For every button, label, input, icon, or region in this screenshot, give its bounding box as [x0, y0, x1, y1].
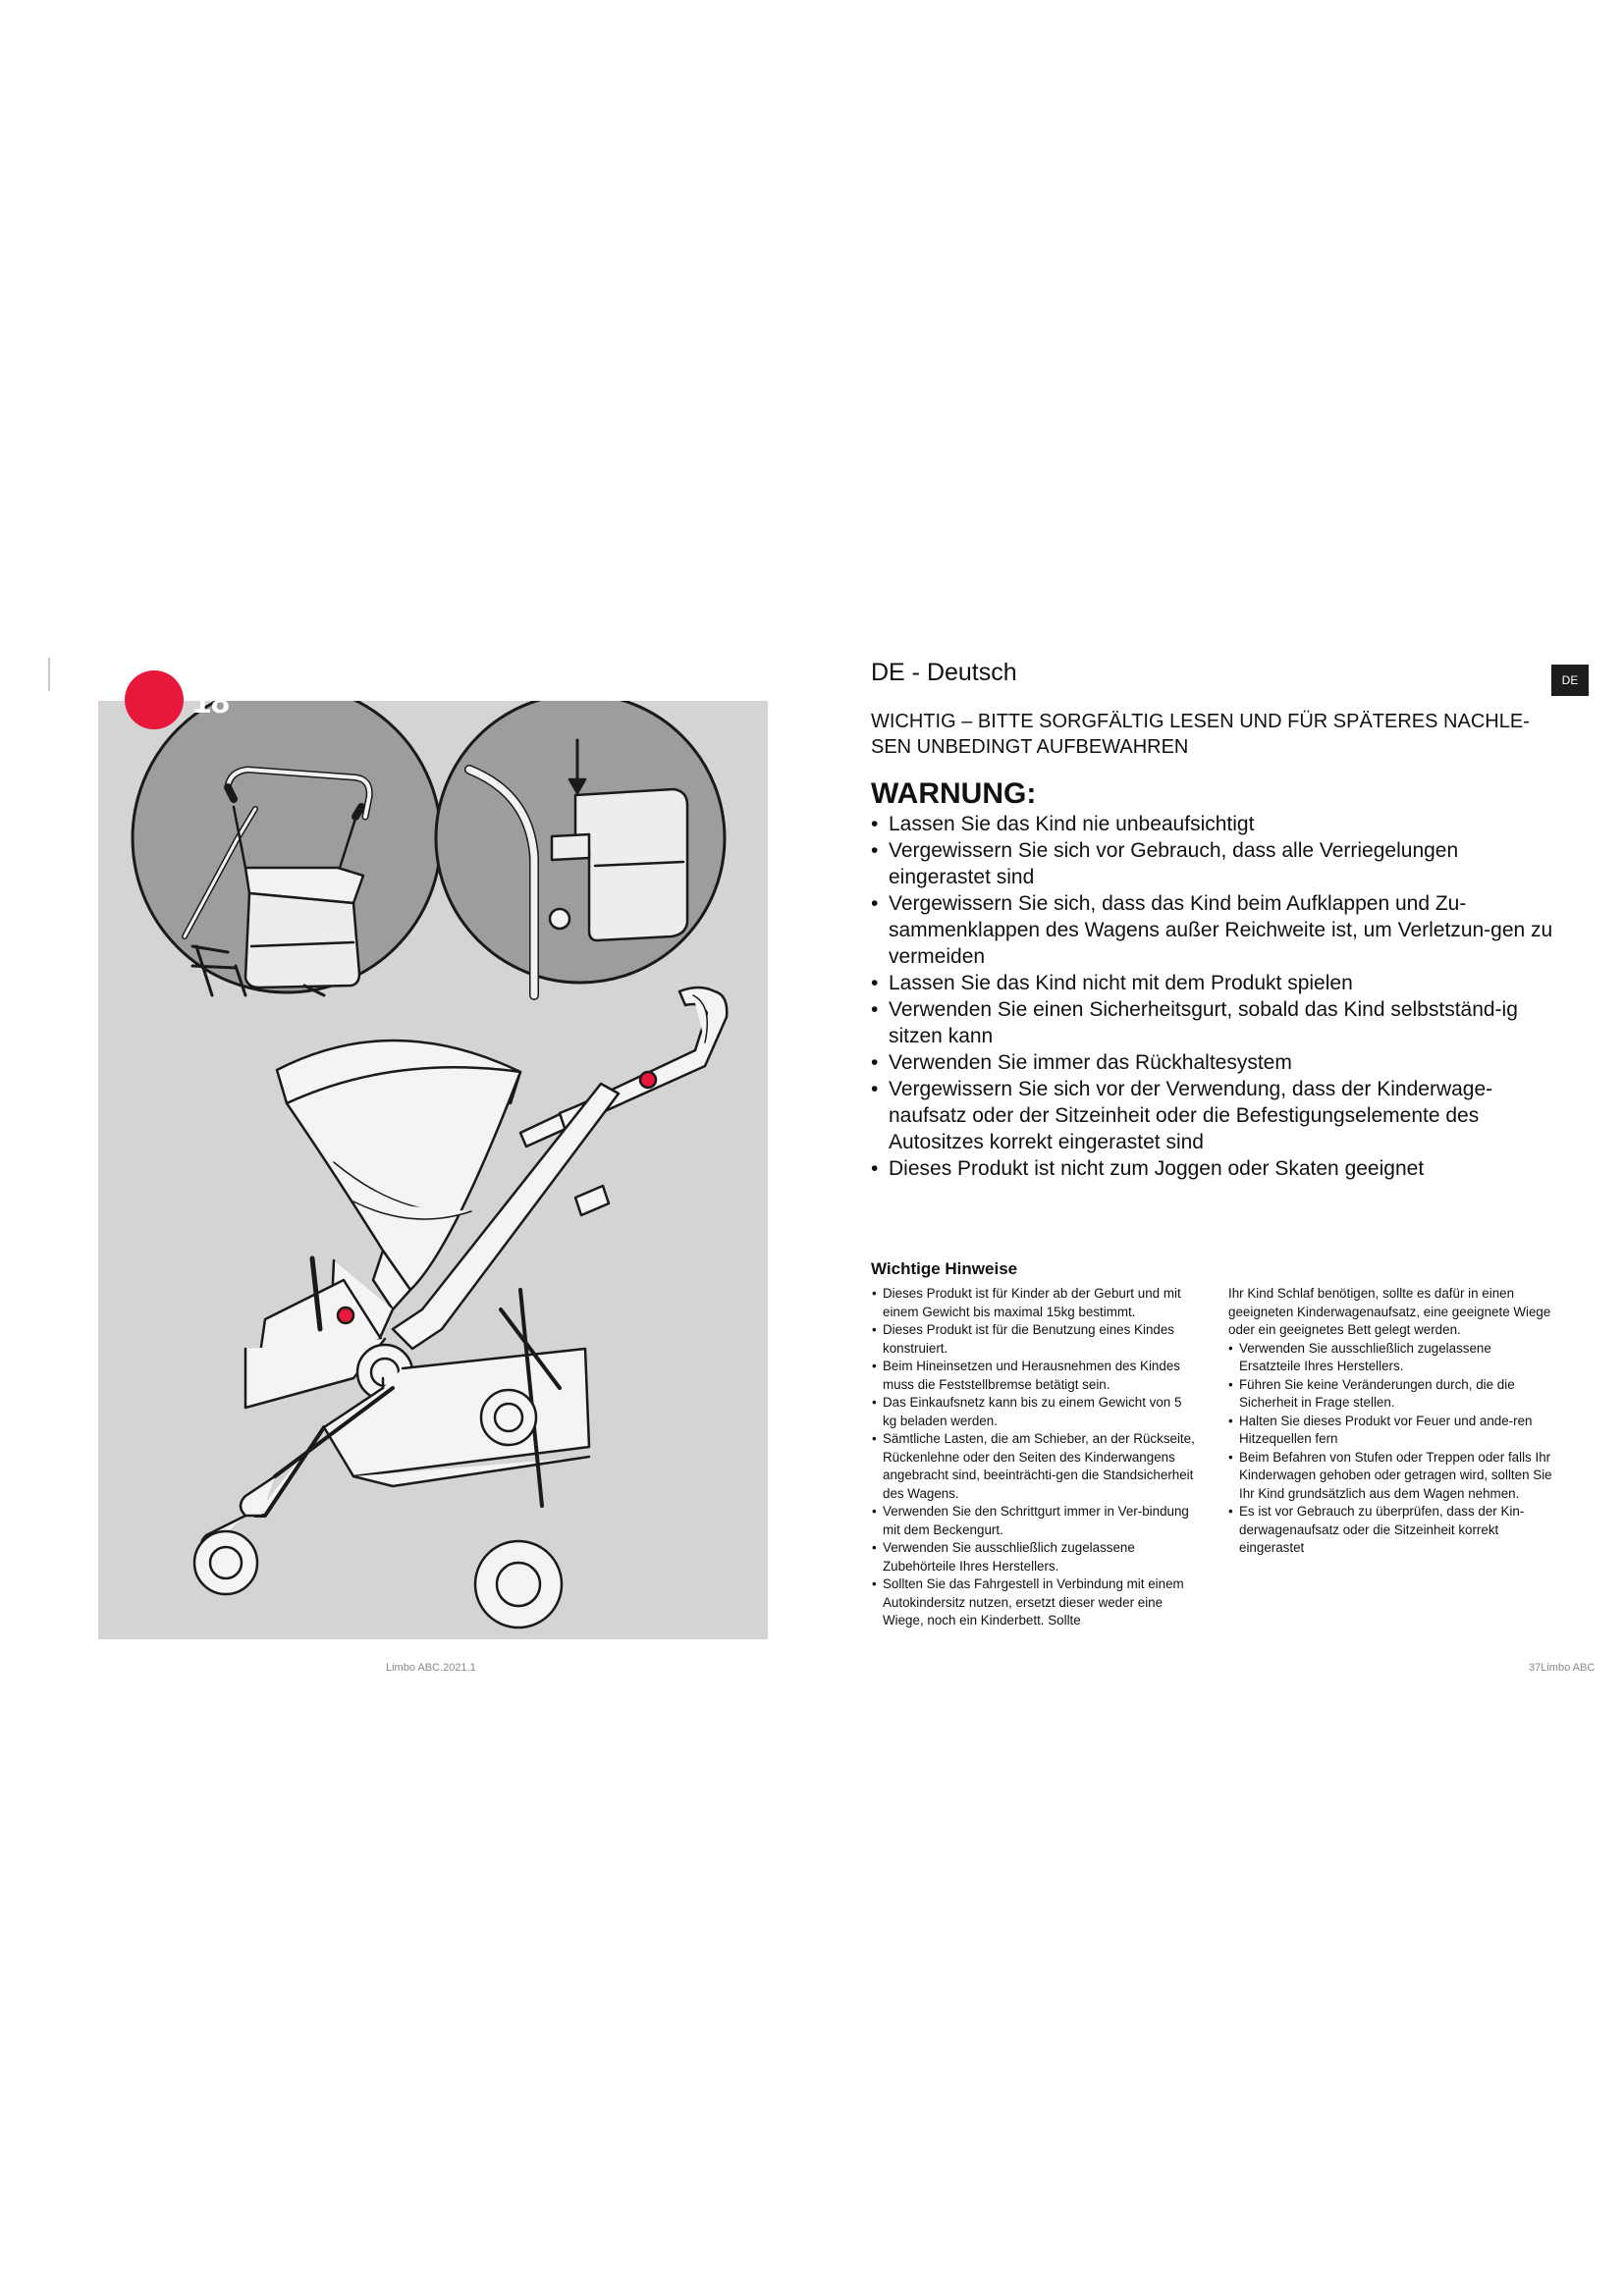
note-continuation: Ihr Kind Schlaf benötigen, sollte es dafür in einen geeigneten Kinderwagenaufsatz, eine geeignete Wiege oder ein geeignetes Bett gelegt werden.: [1228, 1286, 1551, 1337]
warning-item: • Vergewissern Sie sich vor der Verwendung, dass der Kinderwage-naufsatz oder der Sitzeinheit oder die Befestigungselemente des Autositzes korrekt eingerastet sind: [871, 1076, 1563, 1155]
footer-left: Limbo ABC.2021.1: [386, 1662, 476, 1674]
warning-heading: WARNUNG:: [871, 777, 1037, 810]
note-item: • Sämtliche Lasten, die am Schieber, an der Rückseite, Rückenlehne oder den Seiten des Kinderwangens angebracht sind, beeinträchti-gen die Standsicherheit des Wagens.: [872, 1430, 1196, 1503]
stroller-drawing: [194, 988, 727, 1628]
note-item: • Verwenden Sie ausschließlich zugelassene Ersatzteile Ihres Herstellers.: [1228, 1340, 1552, 1376]
detail-circle-clip: [436, 701, 725, 995]
warning-item: • Vergewissern Sie sich, dass das Kind beim Aufklappen und Zu-sammenklappen des Wagens außer Reichweite ist, um Verletzun-gen zu vermeiden: [871, 890, 1563, 970]
footer-right: 37Limbo ABC: [1529, 1662, 1596, 1674]
note-item: • Führen Sie keine Veränderungen durch, die die Sicherheit in Frage stellen.: [1228, 1376, 1552, 1413]
note-item: • Halten Sie dieses Produkt vor Feuer und ande-ren Hitzequellen fern: [1228, 1413, 1552, 1449]
note-item: • Das Einkaufsnetz kann bis zu einem Gewicht von 5 kg beladen werden.: [872, 1394, 1196, 1430]
step-number: 18: [192, 683, 230, 721]
note-item: • Es ist vor Gebrauch zu überprüfen, dass der Kin-derwagenaufsatz oder die Sitzeinheit korrekt eingerastet: [1228, 1503, 1552, 1558]
stroller-illustration: [98, 701, 768, 1639]
notes-heading: Wichtige Hinweise: [871, 1259, 1018, 1278]
notes-left-column: [872, 1285, 1196, 1630]
notes-right-column: [1228, 1285, 1552, 1558]
important-notice: WICHTIG – BITTE SORGFÄLTIG LESEN UND FÜR SPÄTERES NACHLE-SEN UNBEDINGT AUFBEWAHREN: [871, 711, 1530, 758]
detail-circle-bag: [133, 701, 441, 995]
warning-item: • Dieses Produkt ist nicht zum Joggen oder Skaten geeignet: [871, 1155, 1563, 1182]
language-tab: DE: [1551, 665, 1589, 696]
step-marker: [125, 670, 184, 729]
warning-item: • Verwenden Sie einen Sicherheitsgurt, sobald das Kind selbstständ-ig sitzen kann: [871, 996, 1563, 1049]
note-item: • Verwenden Sie den Schrittgurt immer in Ver-bindung mit dem Beckengurt.: [872, 1503, 1196, 1539]
warning-item: • Lassen Sie das Kind nie unbeaufsichtigt: [871, 811, 1563, 837]
warning-item: • Lassen Sie das Kind nicht mit dem Produkt spielen: [871, 970, 1563, 996]
section-title: DE - Deutsch: [871, 659, 1017, 686]
note-item: • Dieses Produkt ist für die Benutzung eines Kindes konstruiert.: [872, 1321, 1196, 1358]
warning-item: • Verwenden Sie immer das Rückhaltesystem: [871, 1049, 1563, 1076]
warning-list: [871, 811, 1563, 1182]
note-item: • Beim Befahren von Stufen oder Treppen oder falls Ihr Kinderwagen gehoben oder getragen wird, sollten Sie Ihr Kind grundsätzlich aus dem Wagen nehmen.: [1228, 1449, 1552, 1504]
note-item: • Sollten Sie das Fahrgestell in Verbindung mit einem Autokindersitz nutzen, ersetzt dieser weder eine Wiege, noch ein Kinderbett. Sollte: [872, 1575, 1196, 1630]
warning-item: • Vergewissern Sie sich vor Gebrauch, dass alle Verriegelungen eingerastet sind: [871, 837, 1563, 890]
note-item: • Verwenden Sie ausschließlich zugelassene Zubehörteile Ihres Herstellers.: [872, 1539, 1196, 1575]
note-item: • Dieses Produkt ist für Kinder ab der Geburt und mit einem Gewicht bis maximal 15kg bestimmt.: [872, 1285, 1196, 1321]
note-item: • Beim Hineinsetzen und Herausnehmen des Kindes muss die Feststellbremse betätigt sein.: [872, 1358, 1196, 1394]
crop-mark: [48, 658, 50, 691]
